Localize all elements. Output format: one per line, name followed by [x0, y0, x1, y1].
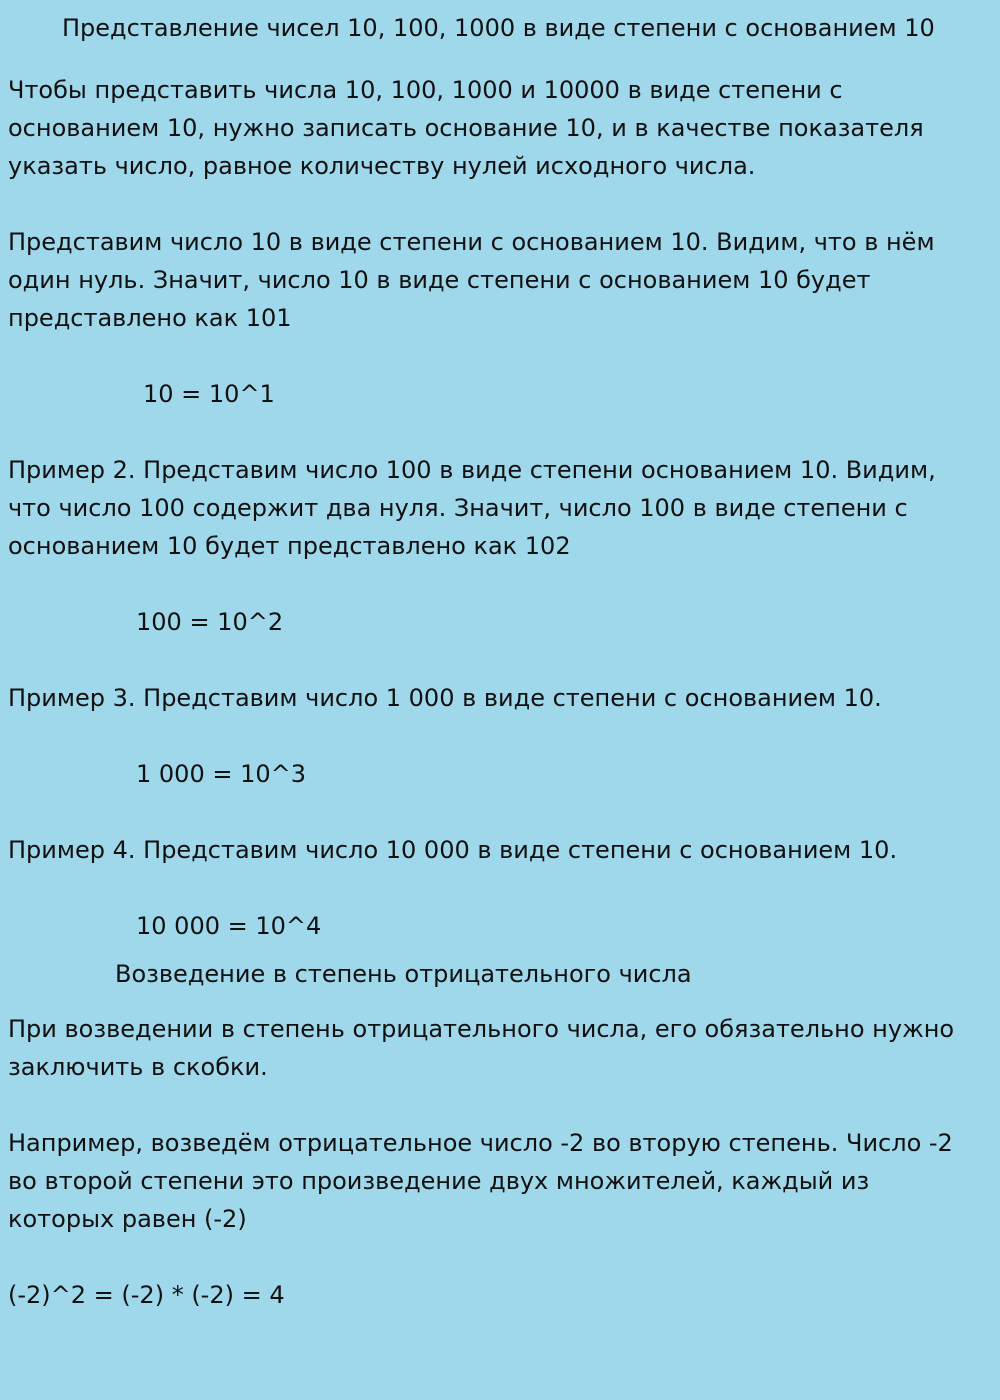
rule-line: заключить в скобки. [8, 1053, 268, 1081]
negative-example-line: которых равен (-2) [8, 1205, 247, 1233]
example1-line: один нуль. Значит, число 10 в виде степени с основанием 10 будет [8, 266, 871, 294]
example2-formula: 100 = 10^2 [136, 608, 284, 636]
example2-line: что число 100 содержит два нуля. Значит, число 100 в виде степени с [8, 494, 908, 522]
intro-line: указать число, равное количеству нулей исходного числа. [8, 152, 756, 180]
negative-example-line: Например, возведём отрицательное число -2 во вторую степень. Число -2 [8, 1129, 953, 1157]
example2-line: основанием 10 будет представлено как 102 [8, 532, 571, 560]
example3-line: Пример 3. Представим число 1 000 в виде степени с основанием 10. [8, 684, 882, 712]
example1-line: Представим число 10 в виде степени с основанием 10. Видим, что в нём [8, 228, 935, 256]
negative-formula: (-2)^2 = (-2) * (-2) = 4 [8, 1281, 285, 1309]
section-heading: Возведение в степень отрицательного числа [115, 960, 692, 988]
example4-line: Пример 4. Представим число 10 000 в виде степени с основанием 10. [8, 836, 898, 864]
rule-line: При возведении в степень отрицательного числа, его обязательно нужно [8, 1015, 955, 1043]
example2-line: Пример 2. Представим число 100 в виде степени основанием 10. Видим, [8, 456, 936, 484]
example1-formula: 10 = 10^1 [143, 380, 275, 408]
example3-formula: 1 000 = 10^3 [136, 760, 306, 788]
example1-line: представлено как 101 [8, 304, 292, 332]
example4-formula: 10 000 = 10^4 [136, 912, 322, 940]
intro-line: основанием 10, нужно записать основание 10, и в качестве показателя [8, 114, 924, 142]
negative-example-line: во второй степени это произведение двух множителей, каждый из [8, 1167, 870, 1195]
intro-line: Чтобы представить числа 10, 100, 1000 и 10000 в виде степени с [8, 76, 843, 104]
page-title: Представление чисел 10, 100, 1000 в виде степени с основанием 10 [62, 14, 935, 42]
